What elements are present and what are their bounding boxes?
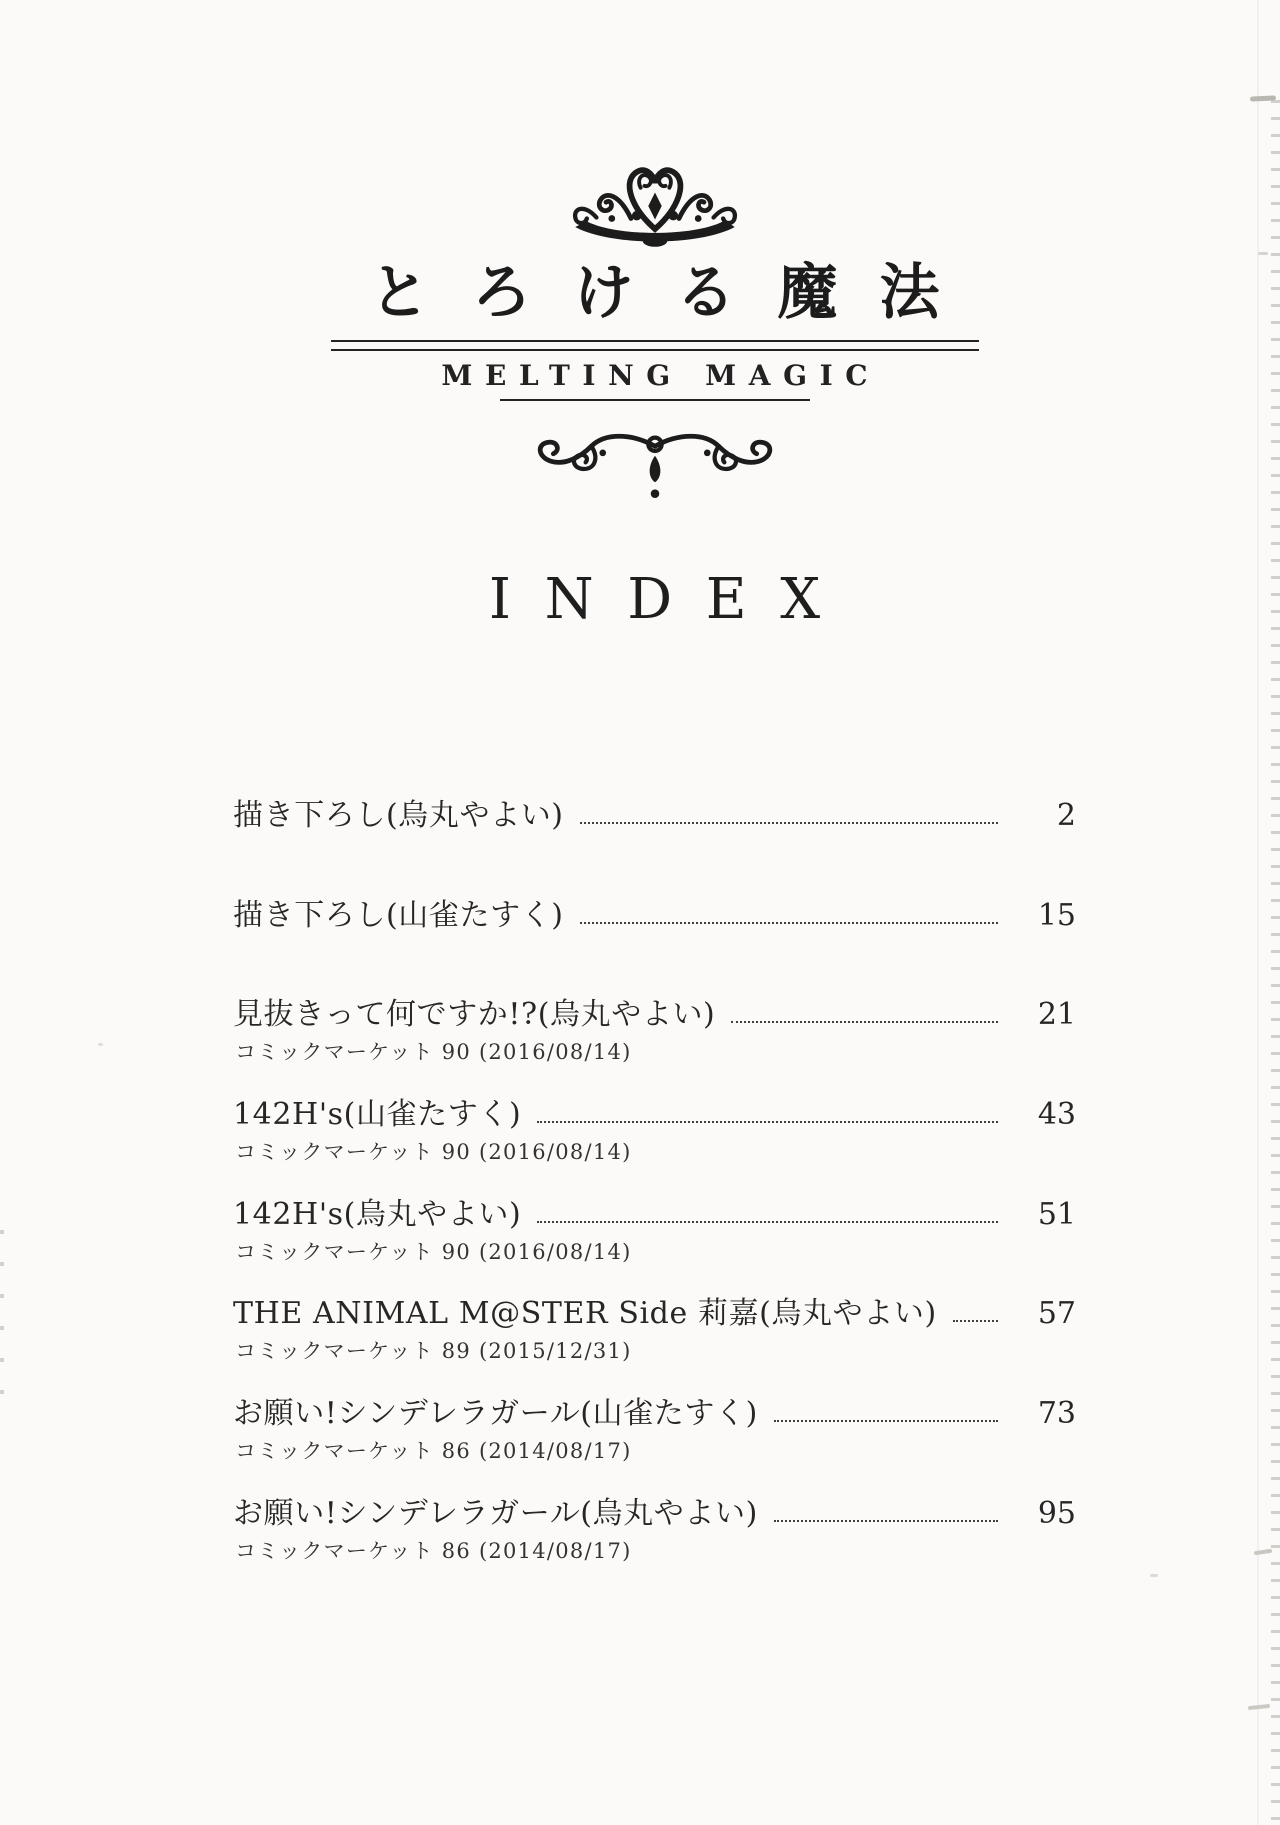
entry-page-number: 15 — [1037, 897, 1076, 933]
flourish-ornament-icon — [505, 431, 805, 507]
index-entry — [233, 1496, 1076, 1596]
tiara-ornament-icon — [562, 158, 748, 254]
dotted-leader — [580, 922, 998, 924]
scan-smudge — [1248, 1704, 1270, 1710]
index-entry — [233, 1097, 1076, 1197]
scan-speck — [98, 1043, 103, 1046]
dotted-leader — [774, 1420, 998, 1422]
book-header — [233, 158, 1076, 507]
entry-title: 描き下ろし(山雀たすく) — [233, 897, 564, 933]
double-rule — [331, 340, 979, 351]
entry-title: お願い!シンデレラガール(烏丸やよい) — [233, 1495, 758, 1531]
entry-page-number: 73 — [1037, 1396, 1076, 1432]
entry-title: THE ANIMAL M@STER Side 莉嘉(烏丸やよい) — [233, 1296, 937, 1332]
index-list — [233, 798, 1076, 1596]
index-entry — [233, 1197, 1076, 1297]
entry-page-number: 43 — [1037, 1097, 1076, 1133]
index-entry — [233, 997, 1076, 1097]
dotted-leader — [580, 822, 998, 824]
entry-title: お願い!シンデレラガール(山雀たすく) — [233, 1396, 758, 1432]
index-entry — [233, 798, 1076, 898]
single-rule — [500, 399, 810, 401]
entry-page-number: 51 — [1037, 1196, 1076, 1232]
index-entry — [233, 898, 1076, 998]
entry-note: コミックマーケット 89 (2015/12/31) — [235, 1339, 632, 1364]
book-title: とろける魔法 — [369, 258, 982, 328]
scan-speck — [1150, 1574, 1158, 1577]
entry-title: 142H's(烏丸やよい) — [233, 1196, 522, 1232]
dotted-leader — [774, 1520, 998, 1522]
entry-page-number: 57 — [1037, 1296, 1076, 1332]
book-subtitle: MELTING MAGIC — [441, 359, 881, 392]
entry-page-number: 95 — [1037, 1495, 1076, 1531]
entry-note: コミックマーケット 90 (2016/08/14) — [235, 1239, 632, 1264]
scan-smudge — [1258, 252, 1268, 255]
entry-note: コミックマーケット 90 (2016/08/14) — [235, 1040, 632, 1065]
scan-edge-noise-right — [1271, 100, 1280, 1825]
index-entry — [233, 1396, 1076, 1496]
entry-page-number: 21 — [1037, 997, 1076, 1033]
entry-title: 描き下ろし(烏丸やよい) — [233, 798, 564, 833]
index-heading: INDEX — [488, 567, 854, 632]
entry-title: 142H's(山雀たすく) — [233, 1097, 522, 1133]
entry-title: 見抜きって何ですか!?(烏丸やよい) — [233, 997, 716, 1033]
dotted-leader — [731, 1021, 998, 1023]
entry-note: コミックマーケット 86 (2014/08/17) — [235, 1439, 632, 1464]
entry-note: コミックマーケット 86 (2014/08/17) — [235, 1538, 632, 1563]
index-entry — [233, 1296, 1076, 1396]
dotted-leader — [537, 1221, 998, 1223]
scan-edge-noise-left — [0, 1230, 4, 1400]
dotted-leader — [537, 1121, 998, 1123]
dotted-leader — [953, 1320, 998, 1322]
entry-note: コミックマーケット 90 (2016/08/14) — [235, 1140, 632, 1165]
entry-page-number: 2 — [1056, 798, 1076, 833]
